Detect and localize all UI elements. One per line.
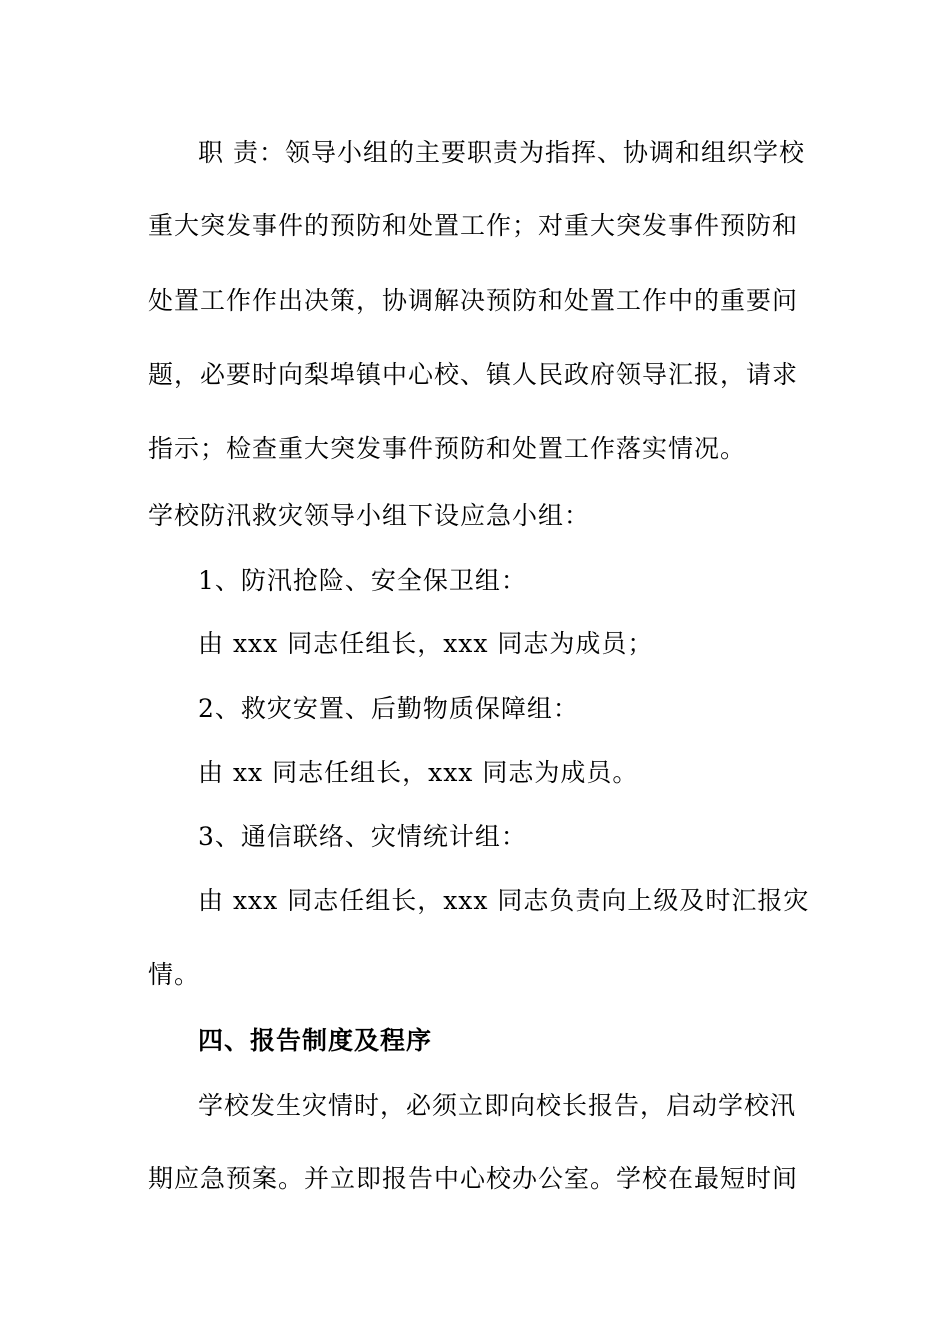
paragraph-line: 由 xxx 同志任组长，xxx 同志为成员； xyxy=(198,629,654,658)
paragraph-line: 指示；检查重大突发事件预防和处置工作落实情况。 xyxy=(148,434,747,463)
list-item-heading: 3、通信联络、灾情统计组： xyxy=(198,822,527,851)
paragraph-line: 由 xx 同志任组长，xxx 同志为成员。 xyxy=(198,758,639,787)
paragraph-line: 学校防汛救灾领导小组下设应急小组： xyxy=(148,501,591,530)
section-heading: 四、报告制度及程序 xyxy=(198,1026,433,1055)
paragraph-line: 处置工作作出决策，协调解决预防和处置工作中的重要问 xyxy=(148,286,799,315)
paragraph-line: 由 xxx 同志任组长，xxx 同志负责向上级及时汇报灾 xyxy=(198,886,810,915)
list-item-heading: 1、防汛抢险、安全保卫组： xyxy=(198,566,527,595)
paragraph-line: 职 责：领导小组的主要职责为指挥、协调和组织学校 xyxy=(198,138,805,167)
paragraph-line: 题，必要时向梨埠镇中心校、镇人民政府领导汇报，请求 xyxy=(148,360,799,389)
paragraph-line: 学校发生灾情时，必须立即向校长报告，启动学校汛 xyxy=(198,1091,797,1120)
list-item-heading: 2、救灾安置、后勤物质保障组： xyxy=(198,694,579,723)
paragraph-line: 期应急预案。并立即报告中心校办公室。学校在最短时间 xyxy=(148,1164,799,1193)
paragraph-line: 重大突发事件的预防和处置工作；对重大突发事件预防和 xyxy=(148,211,799,240)
paragraph-line: 情。 xyxy=(148,960,201,989)
